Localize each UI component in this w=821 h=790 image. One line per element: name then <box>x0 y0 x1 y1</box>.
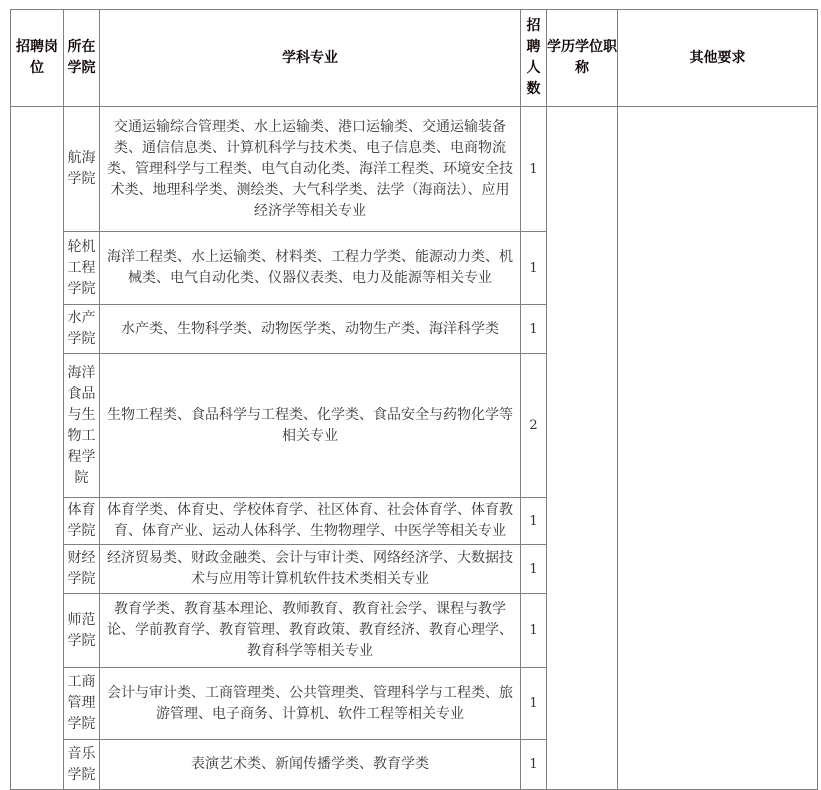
majors-cell: 生物工程类、食品科学与工程类、化学类、食品安全与药物化学等相关专业 <box>100 354 521 498</box>
count-cell: 1 <box>521 594 547 668</box>
college-cell: 体育学院 <box>64 498 100 545</box>
count-cell: 1 <box>521 740 547 790</box>
college-cell: 水产学院 <box>64 305 100 354</box>
majors-cell: 水产类、生物科学类、动物医学类、动物生产类、海洋科学类 <box>100 305 521 354</box>
majors-cell: 体育学类、体育史、学校体育学、社区体育、社会体育学、体育教育、体育产业、运动人体科学、生物物理学、中医学等相关专业 <box>100 498 521 545</box>
majors-cell: 表演艺术类、新闻传播学类、教育学类 <box>100 740 521 790</box>
majors-cell: 经济贸易类、财政金融类、会计与审计类、网络经济学、大数据技术与应用等计算机软件技术类相关专业 <box>100 545 521 594</box>
count-cell: 1 <box>521 107 547 232</box>
recruitment-table <box>10 9 818 790</box>
qualification-merged-cell <box>547 107 618 790</box>
majors-cell: 海洋工程类、水上运输类、材料类、工程力学类、能源动力类、机械类、电气自动化类、仪器仪表类、电力及能源等相关专业 <box>100 232 521 305</box>
college-cell: 海洋食品与生物工程学院 <box>64 354 100 498</box>
majors-cell: 会计与审计类、工商管理类、公共管理类、管理科学与工程类、旅游管理、电子商务、计算机、软件工程等相关专业 <box>100 668 521 740</box>
header-count: 招聘人数 <box>521 10 547 107</box>
count-cell: 1 <box>521 232 547 305</box>
table-body <box>11 107 818 790</box>
college-cell: 音乐学院 <box>64 740 100 790</box>
majors-cell: 教育学类、教育基本理论、教师教育、教育社会学、课程与教学论、学前教育学、教育管理、教育政策、教育经济、教育心理学、教育科学等相关专业 <box>100 594 521 668</box>
count-cell: 1 <box>521 305 547 354</box>
header-position: 招聘岗位 <box>11 10 64 107</box>
college-cell: 轮机工程学院 <box>64 232 100 305</box>
college-cell: 财经学院 <box>64 545 100 594</box>
college-cell: 师范学院 <box>64 594 100 668</box>
table-row <box>11 107 818 232</box>
college-cell: 航海学院 <box>64 107 100 232</box>
majors-cell: 交通运输综合管理类、水上运输类、港口运输类、交通运输装备类、通信信息类、计算机科学与技术类、电子信息类、电商物流类、管理科学与工程类、电气自动化类、海洋工程类、环境安全技术类、地理科学类、测绘类、大气科学类、法学（海商法）、应用经济学等相关专业 <box>100 107 521 232</box>
header-other: 其他要求 <box>618 10 818 107</box>
count-cell: 2 <box>521 354 547 498</box>
count-cell: 1 <box>521 668 547 740</box>
college-cell: 工商管理学院 <box>64 668 100 740</box>
count-cell: 1 <box>521 498 547 545</box>
header-qualification: 学历学位职称 <box>547 10 618 107</box>
count-cell: 1 <box>521 545 547 594</box>
position-merged-cell <box>11 107 64 790</box>
other-merged-cell <box>618 107 818 790</box>
header-row <box>11 10 818 107</box>
header-college: 所在学院 <box>64 10 100 107</box>
header-majors: 学科专业 <box>100 10 521 107</box>
